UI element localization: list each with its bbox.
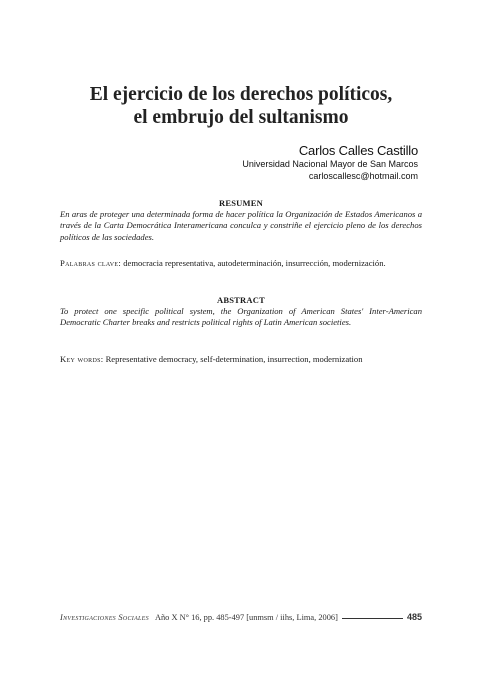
- abstract-heading: ABSTRACT: [217, 295, 265, 305]
- abstract-text: To protect one specific political system, the Organization of American States' Inter-American Democratic Charter breaks and restricts political rights of Latin American societies.: [60, 306, 422, 328]
- journal-name: Investigaciones Sociales: [60, 613, 149, 622]
- author-block: [242, 143, 418, 182]
- resumen-text: En aras de proteger una determinada forma de hacer política la Organización de Estados Americanos a través de la Carta Democrática Interamericana conculca y constriñe el ejercicio pleno de los derechos políticos de las sociedades.: [60, 209, 422, 242]
- abstract-keywords-label: Key words:: [60, 354, 104, 364]
- resumen-keywords-value: democracia representativa, autodeterminación, insurrección, modernización.: [123, 258, 386, 268]
- title-line-1: El ejercicio de los derechos políticos,: [89, 84, 393, 105]
- resumen-heading: RESUMEN: [219, 198, 263, 208]
- author-email: carloscallesc@hotmail.com: [308, 170, 418, 181]
- author-name: Carlos Calles Castillo: [298, 143, 418, 158]
- footer-rule: [342, 618, 403, 619]
- page-footer: [60, 612, 422, 622]
- resumen-keywords-label: Palabras clave:: [60, 258, 122, 268]
- title-line-2: el embrujo del sultanismo: [133, 107, 349, 128]
- page-number: 485: [406, 612, 422, 622]
- paper-title: [60, 83, 422, 129]
- abstract-keywords: [60, 354, 422, 365]
- author-affiliation: Universidad Nacional Mayor de San Marcos: [242, 159, 418, 169]
- resumen-keywords: [60, 258, 422, 269]
- citation: Año X N° 16, pp. 485-497 [unmsm / iihs, Lima, 2006]: [154, 613, 338, 622]
- abstract-keywords-value: Representative democracy, self-determination, insurrection, modernization: [105, 354, 363, 364]
